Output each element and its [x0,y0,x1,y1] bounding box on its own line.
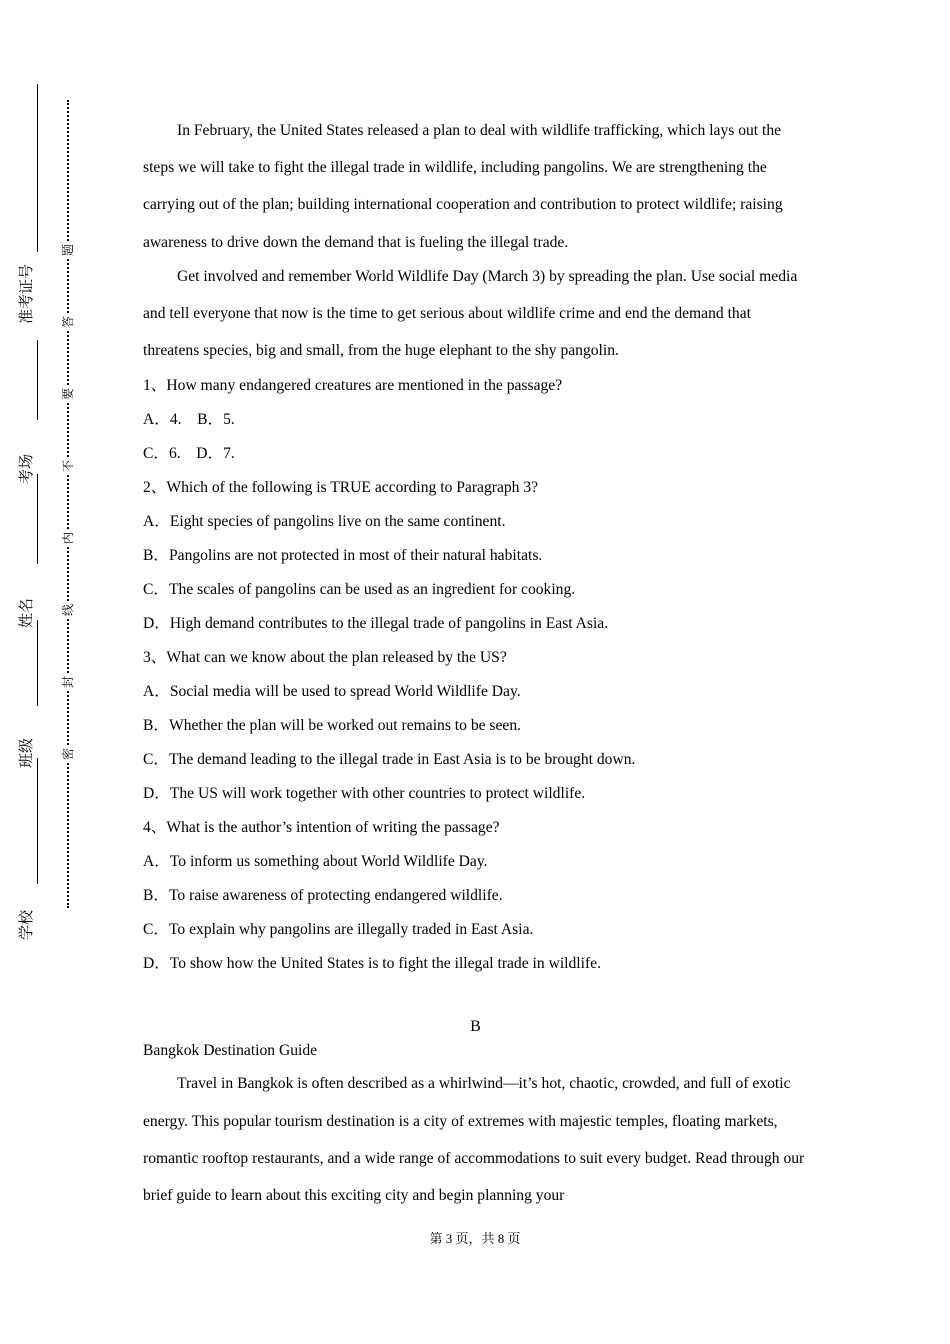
seal-char: 不 [61,460,75,473]
option-d: D．The US will work together with other countries to protect wildlife. [143,785,586,803]
school-underline [37,758,38,884]
question-stem: 2、Which of the following is TRUE according to Paragraph 3? [143,479,539,497]
exam-room-label: 考场 [19,453,35,484]
passage-paragraph: Travel in Bangkok is often described as a whirlwind—it’s hot, chaotic, crowded, and full of exotic energy. This popular tourism destination is a city of extremes with majestic temples, floating markets, romantic rooftop restaurants, and a wide range of accommodations to suit every budget. Read through our brief guide to learn about this exciting city and begin planning your [143,1075,805,1205]
seal-char: 封 [61,676,75,689]
seal-char: 答 [61,316,75,329]
binding-margin [0,0,110,1344]
option-a: A．Eight species of pangolins live on the same continent. [143,513,506,531]
seal-char: 密 [61,748,75,761]
question-stem: 3、What can we know about the plan released by the US? [143,649,507,667]
class-underline [37,620,38,706]
option-line: C．6. D．7. [143,445,235,463]
name-label: 姓名 [19,597,35,628]
seal-char: 要 [61,388,75,401]
passage-paragraph: Get involved and remember World Wildlife Day (March 3) by spreading the plan. Use social media and tell everyone that now is the time to get serious about wildlife crime and end the demand that threatens species, big and small, from the huge elephant to the shy pangolin. [143,267,798,360]
option-b: B．To raise awareness of protecting endangered wildlife. [143,887,503,905]
passage-title: Bangkok Destination Guide [143,1042,318,1060]
question-1 [143,369,808,471]
seal-char: 内 [61,532,75,545]
option-d: D．High demand contributes to the illegal trade of pangolins in East Asia. [143,615,609,633]
option-a: A．To inform us something about World Wildlife Day. [143,853,488,871]
exam-number-label: 准考证号 [19,263,35,324]
school-label: 学校 [19,909,35,940]
passage-paragraph: In February, the United States released a plan to deal with wildlife trafficking, which lays out the steps we will take to fight the illegal trade in wildlife, including pangolins. We are strengthening the carrying out of the plan; building international cooperation and contribution to protect wildlife; raising awareness to drive down the demand that is fueling the illegal trade. [143,122,783,251]
question-stem: 4、What is the author’s intention of writing the passage? [143,819,500,837]
question-3 [143,641,808,811]
option-a: A．Social media will be used to spread World Wildlife Day. [143,683,521,701]
option-line: A．4. B．5. [143,411,235,429]
option-c: C．The scales of pangolins can be used as an ingredient for cooking. [143,581,576,599]
seal-char: 线 [61,604,75,617]
option-c: C．To explain why pangolins are illegally traded in East Asia. [143,921,534,939]
page-number-footer: 第 3 页，共 8 页 [429,1231,521,1246]
question-stem: 1、How many endangered creatures are mentioned in the passage? [143,377,563,395]
question-2 [143,471,808,641]
class-label: 班级 [19,737,35,768]
option-c: C．The demand leading to the illegal trade in East Asia is to be brought down. [143,751,636,769]
name-underline [37,474,38,564]
exam-room-underline [37,340,38,420]
option-b: B．Whether the plan will be worked out remains to be seen. [143,717,522,735]
question-4 [143,811,808,981]
seal-dotted-line [67,100,69,908]
option-d: D．To show how the United States is to fight the illegal trade in wildlife. [143,955,601,973]
exam-number-underline [37,84,38,252]
page-content [143,112,808,1214]
section-heading: B [470,1018,481,1036]
option-b: B．Pangolins are not protected in most of their natural habitats. [143,547,543,565]
seal-char: 题 [61,244,75,257]
